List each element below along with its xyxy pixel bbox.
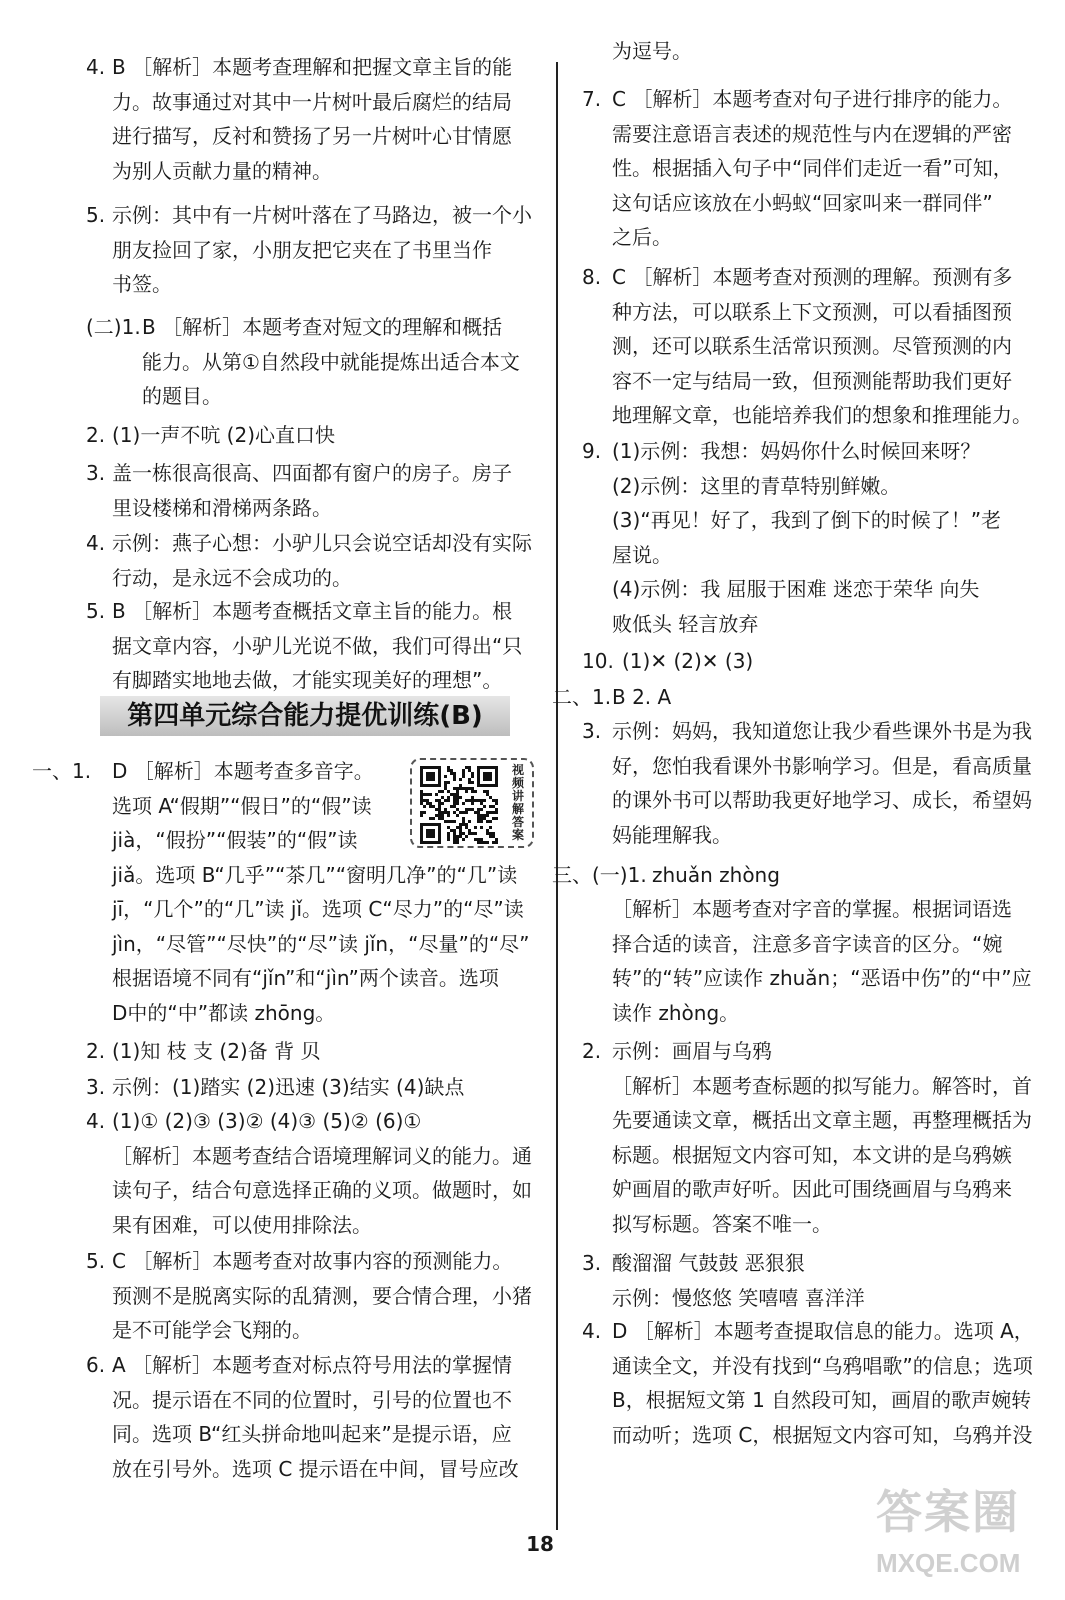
answer-line: 需要注意语言表述的规范性与内在逻辑的严密 bbox=[612, 121, 1012, 146]
answer-line: 通读全文，并没有找到“乌鸦唱歌”的信息；选项 bbox=[612, 1353, 1033, 1378]
item-number: 8. bbox=[582, 265, 602, 289]
answer-line: 盖一栋很高很高、四面都有窗户的房子。房子 bbox=[112, 461, 512, 485]
item-number: 10. bbox=[582, 649, 614, 673]
answer-line: 读句子，结合句意选择正确的义项。做题时，如 bbox=[112, 1178, 532, 1202]
item-number: 2. bbox=[86, 1039, 106, 1063]
answer-line: 容不一定与结局一致，但预测能帮助我们更好 bbox=[612, 368, 1012, 393]
answer-line: ［解析］本题考查对字音的掌握。根据词语选 bbox=[612, 897, 1012, 921]
answer-line: C ［解析］本题考查对故事内容的预测能力。 bbox=[112, 1249, 513, 1273]
item-number: 3. bbox=[86, 1075, 106, 1099]
answer-line: 同。选项 B“红头拼命地叫起来”是提示语，应 bbox=[112, 1422, 512, 1446]
answer-line: B ［解析］本题考查对短文的理解和概括 bbox=[142, 315, 503, 339]
answer-line: (1)① (2)③ (3)② (4)③ (5)② (6)① bbox=[112, 1109, 422, 1133]
section-title: 第四单元综合能力提优训练(B) bbox=[100, 696, 510, 736]
answer-line: (1)知 枝 支 (2)备 背 贝 bbox=[112, 1039, 321, 1063]
answer-line: 妒画眉的歌声好听。因此可围绕画眉与乌鸦来 bbox=[612, 1177, 1012, 1201]
answer-line: 测，还可以联系生活常识预测。尽管预测的内 bbox=[612, 334, 1012, 358]
item-number: 5. bbox=[86, 1249, 106, 1273]
answer-line: (3)“再见！好了，我到了倒下的时候了！”老 bbox=[612, 508, 1002, 532]
answer-line: 预测不是脱离实际的乱猜测，要合情合理，小猪 bbox=[112, 1283, 532, 1308]
item-number: 9. bbox=[582, 439, 602, 463]
answer-line: 种方法，可以联系上下文预测，可以看插图预 bbox=[612, 299, 1012, 324]
answer-line: 先要通读文章，概括出文章主题，再整理概括为 bbox=[612, 1108, 1032, 1132]
answer-line: C ［解析］本题考查对句子进行排序的能力。 bbox=[612, 87, 1013, 111]
answer-line: 能力。从第①自然段中就能提炼出适合本文 bbox=[142, 349, 520, 374]
item-number: 3. bbox=[86, 461, 106, 485]
answer-line: jìn，“尽管”“尽快”的“尽”读 jǐn，“尽量”的“尽” bbox=[112, 931, 530, 956]
answer-line: 示例：(1)踏实 (2)迅速 (3)结实 (4)缺点 bbox=[112, 1075, 465, 1099]
item-number: 5. bbox=[86, 203, 106, 227]
qr-code-box[interactable] bbox=[410, 758, 534, 848]
answer-line: 而动听；选项 C，根据短文内容可知，乌鸦并没 bbox=[612, 1422, 1033, 1447]
answer-line: 是不可能学会飞翔的。 bbox=[112, 1318, 312, 1342]
answer-line: B 2. A bbox=[612, 685, 672, 709]
item-number: (二)1. bbox=[86, 315, 141, 339]
answer-line: 之后。 bbox=[612, 225, 672, 249]
answer-line: 性。根据插入句子中“同伴们走近一看”可知， bbox=[612, 156, 1013, 180]
answer-line: 读作 zhòng。 bbox=[612, 1000, 740, 1025]
answer-line: 书签。 bbox=[112, 272, 172, 296]
answer-line: (1)✕ (2)✕ (3) bbox=[622, 649, 754, 673]
answer-line: (1)示例：我想：妈妈你什么时候回来呀？ bbox=[612, 439, 981, 463]
item-number: 2. bbox=[86, 423, 106, 447]
answer-line: (4)示例：我 屈服于困难 迷恋于荣华 向失 bbox=[612, 577, 980, 601]
item-number: 4. bbox=[86, 531, 106, 555]
item-number: 3. bbox=[582, 1251, 602, 1275]
answer-line: 为别人贡献力量的精神。 bbox=[112, 158, 332, 183]
answer-line: ［解析］本题考查标题的拟写能力。解答时，首 bbox=[612, 1073, 1032, 1098]
item-number: 4. bbox=[86, 1109, 106, 1133]
answer-line: 转”的“转”应读作 zhuǎn；“恶语中伤”的“中”应 bbox=[612, 966, 1032, 990]
answer-line: B ［解析］本题考查概括文章主旨的能力。根 bbox=[112, 599, 513, 623]
answer-line: 朋友捡回了家，小朋友把它夹在了书里当作 bbox=[112, 237, 492, 262]
item-number: 2. bbox=[582, 1039, 602, 1063]
answer-line: 示例：妈妈，我知道您让我少看些课外书是为我 bbox=[612, 719, 1032, 743]
answer-line: zhuǎn zhòng bbox=[652, 863, 780, 887]
item-number: 4. bbox=[582, 1319, 602, 1343]
answer-line: D ［解析］本题考查多音字。 bbox=[112, 759, 374, 783]
answer-line: 好，您怕我看课外书影响学习。但是，看高质量 bbox=[612, 753, 1032, 778]
watermark-url: MXQE.COM bbox=[876, 1548, 1021, 1578]
page-number: 18 bbox=[526, 1532, 554, 1556]
item-number: 一、1. bbox=[32, 759, 92, 783]
answer-line: 示例：画眉与乌鸦 bbox=[612, 1039, 772, 1063]
answer-line: 有脚踏实地地去做，才能实现美好的理想”。 bbox=[112, 668, 503, 692]
answer-line: (1)一声不吭 (2)心直口快 bbox=[112, 423, 336, 447]
answer-line: 放在引号外。选项 C 提示语在中间，冒号应改 bbox=[112, 1456, 519, 1481]
answer-line: 屋说。 bbox=[612, 542, 672, 567]
qr-caption: 视频讲解答案 bbox=[511, 763, 524, 842]
answer-line: 的题目。 bbox=[142, 384, 222, 408]
answer-line: jiǎ。选项 B“几乎”“茶几”“窗明几净”的“几”读 bbox=[112, 862, 518, 887]
answer-line: C ［解析］本题考查对预测的理解。预测有多 bbox=[612, 265, 1013, 289]
answer-line: 行动，是永远不会成功的。 bbox=[112, 565, 352, 590]
answer-line: 妈能理解我。 bbox=[612, 822, 732, 847]
item-number: 6. bbox=[86, 1353, 106, 1377]
answer-line: 进行描写，反衬和赞扬了另一片树叶心甘情愿 bbox=[112, 124, 512, 148]
watermark-logo bbox=[872, 1476, 1052, 1586]
answer-line: 力。故事通过对其中一片树叶最后腐烂的结局 bbox=[112, 89, 512, 114]
item-number: 二、1. bbox=[552, 685, 612, 709]
answer-line: 示例：燕子心想：小驴儿只会说空话却没有实际 bbox=[112, 531, 532, 555]
answer-line: 标题。根据短文内容可知，本文讲的是乌鸦嫉 bbox=[612, 1142, 1012, 1167]
answer-line: D ［解析］本题考查提取信息的能力。选项 A， bbox=[612, 1319, 1034, 1343]
column-divider bbox=[556, 62, 558, 1530]
answer-line: 果有困难，可以使用排除法。 bbox=[112, 1212, 372, 1237]
answer-line: ［解析］本题考查结合语境理解词义的能力。通 bbox=[112, 1143, 532, 1168]
answer-line: B，根据短文第 1 自然段可知，画眉的歌声婉转 bbox=[612, 1388, 1032, 1412]
watermark-text: 答案圈 bbox=[876, 1485, 1020, 1539]
answer-line: A ［解析］本题考查对标点符号用法的掌握情 bbox=[112, 1353, 513, 1377]
answer-line: 为逗号。 bbox=[612, 39, 692, 63]
answer-line: 败低头 轻言放弃 bbox=[612, 611, 759, 636]
answer-line: 示例：慢悠悠 笑嘻嘻 喜洋洋 bbox=[612, 1285, 865, 1310]
answer-line: 酸溜溜 气鼓鼓 恶狠狠 bbox=[612, 1251, 805, 1275]
answer-line: 择合适的读音，注意多音字读音的区分。“婉 bbox=[612, 931, 1003, 956]
answer-line: 拟写标题。答案不唯一。 bbox=[612, 1211, 832, 1236]
answer-line: 根据语境不同有“jǐn”和“jìn”两个读音。选项 bbox=[112, 966, 499, 990]
item-number: 7. bbox=[582, 87, 602, 111]
item-number: 5. bbox=[86, 599, 106, 623]
answer-line: 这句话应该放在小蚂蚁“回家叫来一群同伴” bbox=[612, 190, 993, 215]
answer-line: D中的“中”都读 zhōng。 bbox=[112, 1000, 336, 1025]
answer-line: 的课外书可以帮助我更好地学习、成长，希望妈 bbox=[612, 788, 1032, 812]
answer-line: 地理解文章，也能培养我们的想象和推理能力。 bbox=[612, 403, 1032, 427]
answer-line: 据文章内容，小驴儿光说不做，我们可得出“只 bbox=[112, 633, 523, 658]
answer-line: 里设楼梯和滑梯两条路。 bbox=[112, 495, 332, 520]
item-number: 3. bbox=[582, 719, 602, 743]
item-number: 4. bbox=[86, 55, 106, 79]
answer-line: 况。提示语在不同的位置时，引号的位置也不 bbox=[112, 1387, 512, 1412]
answer-line: (2)示例：这里的青草特别鲜嫩。 bbox=[612, 473, 901, 498]
answer-line: jià，“假扮”“假装”的“假”读 bbox=[112, 828, 358, 852]
qr-code-icon bbox=[420, 766, 498, 844]
answer-line: 选项 A“假期”“假日”的“假”读 bbox=[112, 793, 372, 818]
answer-line: 示例：其中有一片树叶落在了马路边，被一个小 bbox=[112, 203, 532, 227]
item-number: 三、(一)1. bbox=[552, 863, 647, 887]
answer-line: jī，“几个”的“几”读 jǐ。选项 C“尽力”的“尽”读 bbox=[112, 897, 524, 921]
answer-line: B ［解析］本题考查理解和把握文章主旨的能 bbox=[112, 55, 513, 79]
